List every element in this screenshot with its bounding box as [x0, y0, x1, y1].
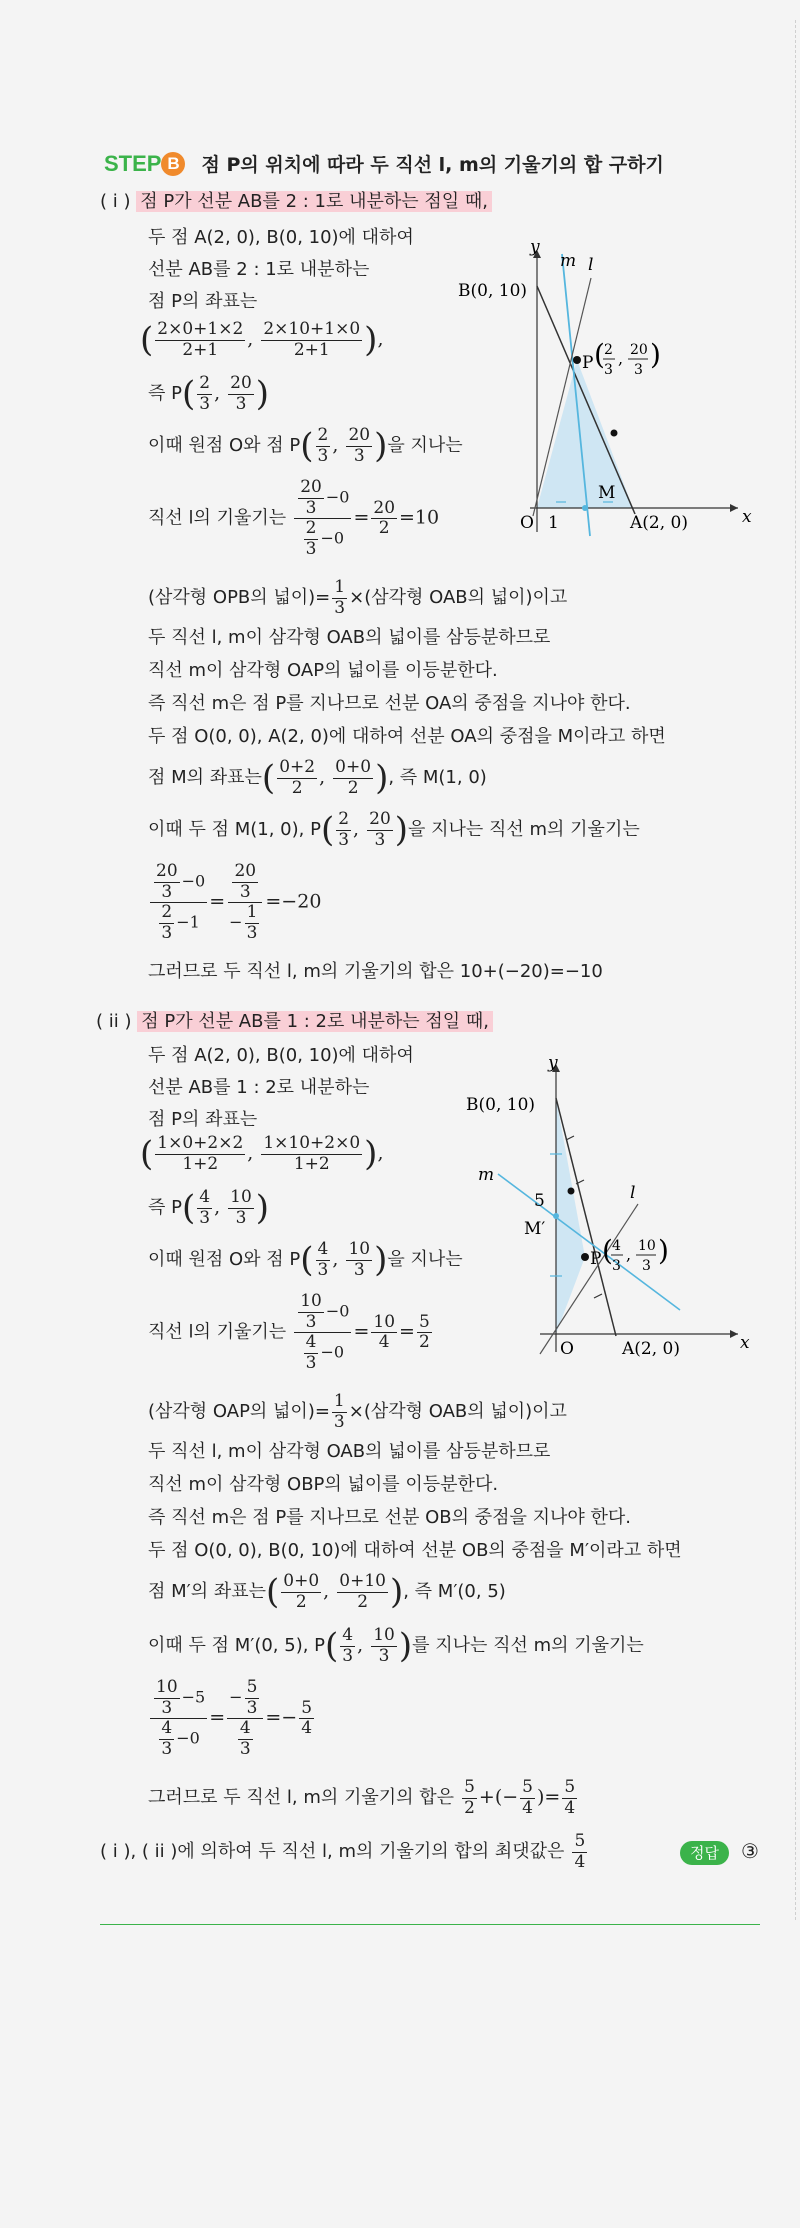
frac-den: 4: [564, 1797, 576, 1818]
conclusion-text: ( i ), ( ii )에 의하여 두 직선 l, m의 기울기의 합의 최댓값은: [100, 1841, 565, 1863]
answer-badge: 정답: [680, 1841, 729, 1865]
graph2-x-arrow: [730, 1330, 738, 1338]
graph1-one-label: 1: [548, 513, 559, 533]
frac-num: 2×10+1×0: [263, 319, 361, 340]
text: 점 M′의 좌표는: [148, 1581, 267, 1603]
frac-num: 10: [373, 1625, 395, 1646]
case1-t3: 즉 직선 m은 점 P를 지나므로 선분 OA의 중점을 지나야 한다.: [148, 693, 631, 714]
frac-den: 3: [246, 1697, 258, 1718]
text: , 즉 M′(0, 5): [403, 1581, 506, 1603]
step-label: STEP: [104, 151, 162, 176]
text: 이때 두 점 M′(0, 5), P: [148, 1635, 326, 1657]
graph2-p-y-num: 10: [638, 1238, 656, 1254]
frac-num: 5: [418, 1311, 430, 1332]
case1-midpoint: 점 M의 좌표는( $\frac{0+2}{2}$ , $\frac{0+0}{2}$ ), 즉 M(1, 0): [148, 757, 487, 798]
frac-num: 1: [334, 577, 346, 597]
frac-den: 2: [357, 1591, 369, 1612]
case2-area: [148, 1392, 567, 1432]
case1-slope-m-calc: $\frac{20}{3}$ −0 $\frac{2}{3}$ −1 = $\frac{20}{3}$ − $\frac{1}{3}$ =−20: [148, 862, 321, 943]
case2-slope-m-calc: $\frac{10}{3}$ −5 $\frac{4}{3}$ −0 = − $\frac{5}{3}$ $\frac{4}{3}$ =− $\frac{5}{4}$: [148, 1678, 316, 1759]
graph1-m-label: m: [560, 251, 577, 271]
graph1-point-m: [582, 505, 588, 511]
text: −0: [181, 871, 206, 891]
case1-t2: 직선 m이 삼각형 OAP의 넓이를 이등분한다.: [148, 660, 498, 681]
graph1-p-close-paren: ): [650, 338, 661, 371]
frac-den: 3: [317, 1259, 329, 1280]
case2-line1: 두 점 A(2, 0), B(0, 10)에 대하여: [148, 1045, 414, 1066]
case1-origin-line: 이때 원점 O와 점 P( $\frac{2}{3}$ , $\frac{20}{3}$ )을 지나는: [148, 425, 463, 466]
case2-origin-line: 이때 원점 O와 점 P( $\frac{4}{3}$ , $\frac{10}{3}$ )을 지나는: [148, 1239, 463, 1280]
text: 를 지나는 직선 m의 기울기는: [412, 1635, 644, 1657]
frac-num: 5: [574, 1831, 586, 1851]
frac-num: 10: [230, 1187, 252, 1208]
graph1: [458, 236, 752, 540]
case1-slope-l: [148, 478, 439, 559]
text: , 즉 M(1, 0): [388, 767, 487, 789]
graph1-x-arrow: [730, 504, 738, 512]
text: 을 지나는: [387, 1249, 463, 1271]
graph2-o-label: O: [560, 1339, 574, 1359]
text: 즉 P: [148, 1197, 182, 1219]
graph1-x-label: x: [742, 507, 752, 527]
frac-num: 4: [239, 1718, 251, 1739]
graph2-p-x-num: 4: [612, 1238, 621, 1254]
frac-num: 0+0: [283, 1571, 320, 1592]
graph2-point-p: [581, 1253, 589, 1261]
frac-num: 1×10+2×0: [263, 1133, 361, 1154]
frac-num: 10: [373, 1311, 396, 1332]
graph2-a-label: A(2, 0): [622, 1339, 680, 1359]
graph2-p-label: P: [590, 1249, 602, 1269]
frac-den: 2: [378, 518, 390, 539]
text: 을 지나는: [387, 435, 463, 457]
frac-num: 4: [342, 1625, 354, 1646]
section-divider: [100, 1924, 760, 1925]
frac-num: 10: [300, 1291, 322, 1311]
frac-den: 2+1: [293, 339, 330, 360]
frac-den: 3: [374, 829, 386, 850]
frac-num: 2: [199, 373, 211, 394]
frac-den: 1+2: [182, 1153, 219, 1174]
frac-den: 4: [301, 1718, 313, 1739]
frac-num: 10: [348, 1239, 371, 1260]
answer-choice: ③: [741, 1839, 759, 1863]
graph2-p-open-paren: (: [602, 1234, 613, 1267]
frac-num: 20: [234, 861, 257, 881]
graph1-p-open-paren: (: [594, 338, 605, 371]
graph1-point-p: [573, 356, 581, 364]
case2-t1: 두 직선 l, m이 삼각형 OAB의 넓이를 삼등분하므로: [148, 1441, 551, 1462]
text: −: [229, 1687, 243, 1707]
graph1-p-x-num: 2: [604, 342, 613, 358]
frac-num: 2×0+1×2: [157, 319, 244, 340]
case2-coord-formula: ( $\frac{1\times 0+2\times 2}{1+2}$ , $\frac{1\times 10+2\times 0}{1+2}$ ),: [140, 1133, 384, 1174]
text: −0: [320, 528, 345, 548]
frac-num: 10: [156, 1677, 178, 1697]
frac-den: 3: [305, 1352, 317, 1373]
frac-den: 2: [464, 1797, 475, 1818]
frac-num: 4: [161, 1718, 173, 1739]
frac-num: 20: [369, 809, 391, 830]
frac-den: 3: [305, 538, 317, 559]
frac-num: 0+2: [279, 757, 316, 778]
graph2-point-q: [568, 1188, 575, 1195]
case1-coord-formula: ( $\frac{2\times 0+1\times 2}{2+1}$ , $\frac{2\times 10+1\times 0}{2+1}$ ),: [140, 319, 384, 360]
graph1-o-label: O: [520, 513, 534, 533]
frac-den: 3: [161, 1738, 173, 1759]
graph2-b-label: B(0, 10): [466, 1095, 536, 1115]
graph2-tick-mark: [566, 1136, 574, 1140]
graph2-p-close-paren: ): [658, 1234, 669, 1267]
graph1-l-label: l: [588, 255, 594, 275]
text: 직선 l의 기울기는: [148, 507, 287, 529]
frac-num: 2: [161, 902, 173, 923]
case1-heading: [100, 190, 492, 213]
graph1-p-y-num: 20: [630, 342, 648, 358]
text: ×(삼각형 OAB의 넓이)이고: [349, 587, 568, 609]
frac-num: 5: [564, 1777, 576, 1797]
text: 이때 원점 O와 점 P: [148, 1249, 301, 1271]
case1-line3: 점 P의 좌표는: [148, 291, 258, 312]
frac-den: 3: [161, 922, 173, 943]
case2-t4: 두 점 O(0, 0), B(0, 10)에 대하여 선분 OB의 중점을 M′이라고 하면: [148, 1540, 682, 1561]
graph1-p-comma: ,: [618, 349, 624, 368]
frac-num: 1: [333, 1391, 345, 1411]
frac-den: 3: [199, 393, 211, 414]
graph2-y-label: y: [548, 1053, 558, 1073]
frac-num: 0+10: [339, 1571, 386, 1592]
graph2-x-label: x: [740, 1333, 750, 1353]
graph1-p-x-den: 3: [604, 362, 613, 378]
case1-area: [148, 578, 567, 618]
case2-point-p: 즉 P( $\frac{4}{3}$ , $\frac{10}{3}$ ): [148, 1187, 270, 1228]
text: =10: [399, 506, 440, 529]
case1-slope-m-intro: 이때 두 점 M(1, 0), P( $\frac{2}{3}$ , $\frac{20}{3}$ )을 지나는 직선 m의 기울기는: [148, 809, 640, 850]
graph1-point-q: [611, 430, 618, 437]
frac-den: 1+2: [293, 1153, 330, 1174]
frac-num: 20: [230, 373, 252, 394]
graph2-tick-mark: [594, 1294, 602, 1298]
text: −0: [176, 1728, 200, 1748]
frac-num: 5: [464, 1777, 475, 1797]
frac-num: 1×0+2×2: [157, 1133, 244, 1154]
frac-den: 4: [522, 1797, 533, 1818]
frac-den: 3: [239, 1738, 251, 1759]
frac-den: 3: [333, 1411, 345, 1432]
step-title: 점 P의 위치에 따라 두 직선 l, m의 기울기의 합 구하기: [201, 154, 664, 176]
frac-den: 2: [418, 1332, 430, 1353]
frac-den: 3: [235, 1207, 247, 1228]
frac-num: 0+0: [335, 757, 372, 778]
frac-den: 3: [353, 445, 365, 466]
step-header: [104, 150, 664, 179]
frac-den: 3: [305, 497, 317, 518]
frac-num: 4: [305, 1332, 317, 1353]
frac-den: 3: [239, 881, 251, 902]
graph2-shaded-triangle: [556, 1098, 585, 1334]
case2-t2: 직선 m이 삼각형 OBP의 넓이를 이등분한다.: [148, 1474, 499, 1495]
frac-num: 2: [338, 809, 350, 830]
step-badge: B: [161, 152, 185, 176]
text: ×(삼각형 OAB의 넓이)이고: [348, 1401, 567, 1423]
case1-line2: 선분 AB를 2 : 1로 내분하는: [148, 259, 370, 280]
graph2-p-y-den: 3: [642, 1258, 651, 1274]
frac-num: 1: [246, 902, 258, 923]
graph2: [466, 1053, 750, 1359]
text: (삼각형 OAP의 넓이)=: [148, 1401, 330, 1423]
graph2-p-x-den: 3: [612, 1258, 621, 1274]
text: −0: [325, 1301, 350, 1321]
frac-den: 3: [199, 1207, 211, 1228]
graph1-p-label: P: [582, 353, 594, 373]
case1-number: ( i ): [100, 191, 131, 212]
frac-den: 3: [317, 445, 329, 466]
case1-point-p: 즉 P( $\frac{2}{3}$ , $\frac{20}{3}$ ): [148, 373, 270, 414]
frac-den: 3: [235, 393, 247, 414]
text: −: [229, 912, 243, 932]
text: =−20: [265, 890, 322, 913]
frac-den: 3: [378, 1645, 390, 1666]
frac-den: 3: [342, 1645, 354, 1666]
text: −0: [320, 1342, 345, 1362]
frac-den: 4: [378, 1332, 390, 1353]
frac-den: 3: [246, 922, 258, 943]
frac-den: 3: [353, 1259, 365, 1280]
case1-sum: 그러므로 두 직선 l, m의 기울기의 합은 10+(−20)=−10: [148, 961, 603, 982]
frac-num: 5: [301, 1697, 313, 1718]
frac-num: 20: [156, 861, 178, 881]
frac-den: 3: [161, 881, 173, 902]
case1-t4: 두 점 O(0, 0), A(2, 0)에 대하여 선분 OA의 중점을 M이라고 하면: [148, 726, 666, 747]
graph1-y-label: y: [530, 237, 540, 257]
frac-den: 3: [161, 1697, 173, 1718]
frac-den: 2: [295, 1591, 307, 1612]
frac-num: 20: [300, 477, 322, 497]
text: (삼각형 OPB의 넓이)=: [148, 587, 331, 609]
text: )=: [537, 1786, 561, 1809]
text: 점 M의 좌표는: [148, 767, 262, 789]
case2-highlight: 점 P가 선분 AB를 1 : 2로 내분하는 점일 때,: [137, 1011, 493, 1032]
text: +(−: [478, 1786, 519, 1809]
case1-highlight: 점 P가 선분 AB를 2 : 1로 내분하는 점일 때,: [136, 191, 492, 212]
frac-den: 3: [338, 829, 350, 850]
graph2-m-label: m: [478, 1165, 495, 1185]
case1-t1: 두 직선 l, m이 삼각형 OAB의 넓이를 삼등분하므로: [148, 627, 551, 648]
text: 그러므로 두 직선 l, m의 기울기의 합은: [148, 1787, 455, 1809]
text: 직선 l의 기울기는: [148, 1321, 287, 1343]
case2-t3: 즉 직선 m은 점 P를 지나므로 선분 OB의 중점을 지나야 한다.: [148, 1507, 631, 1528]
frac-den: 3: [334, 597, 346, 618]
frac-num: 5: [522, 1777, 533, 1797]
case2-slope-m-intro: 이때 두 점 M′(0, 5), P( $\frac{4}{3}$ , $\frac{10}{3}$ )를 지나는 직선 m의 기울기는: [148, 1625, 644, 1666]
case2-midpoint: 점 M′의 좌표는( $\frac{0+0}{2}$ , $\frac{0+10}{2}$ ), 즉 M′(0, 5): [148, 1571, 506, 1612]
graph2-m-point-label: M′: [524, 1219, 546, 1239]
frac-num: 5: [246, 1677, 258, 1697]
frac-den: 2+1: [182, 339, 219, 360]
text: −1: [176, 912, 200, 932]
frac-num: 2: [317, 425, 329, 446]
frac-den: 3: [305, 1311, 317, 1332]
text: 이때 두 점 M(1, 0), P: [148, 819, 321, 841]
graph1-b-label: B(0, 10): [458, 281, 528, 301]
case1-line1: 두 점 A(2, 0), B(0, 10)에 대하여: [148, 227, 414, 248]
text: −5: [181, 1687, 206, 1707]
case2-sum: [148, 1778, 579, 1818]
text: 이때 원점 O와 점 P: [148, 435, 301, 457]
graph1-m-point-label: M: [598, 483, 616, 503]
graph1-a-label: A(2, 0): [630, 513, 688, 533]
frac-num: 4: [199, 1187, 211, 1208]
text: 을 지나는 직선 m의 기울기는: [408, 819, 640, 841]
frac-den: 2: [291, 777, 303, 798]
case2-heading: [96, 1010, 493, 1033]
frac-num: 4: [317, 1239, 329, 1260]
frac-num: 2: [305, 518, 317, 539]
graph2-p-comma: ,: [626, 1245, 632, 1264]
answer: [680, 1838, 759, 1865]
graph2-point-m: [553, 1213, 559, 1219]
graph2-five-label: 5: [534, 1191, 545, 1211]
case2-slope-l: 직선 l의 기울기는 $\frac{10}{3}$ −0 $\frac{4}{3}$ −0 = $\frac{10}{4}$ = $\frac{5}{2}$: [148, 1291, 430, 1373]
frac-den: 2: [347, 777, 359, 798]
conclusion: [100, 1832, 589, 1872]
case1-so: 즉 P: [148, 383, 182, 405]
text: =: [353, 506, 370, 529]
graph2-l-label: l: [630, 1183, 636, 1203]
margin-dashed-line: [795, 20, 796, 1920]
text: =−: [265, 1706, 298, 1729]
case2-number: ( ii ): [96, 1011, 132, 1032]
case2-line2: 선분 AB를 1 : 2로 내분하는: [148, 1077, 370, 1098]
frac-num: 20: [348, 425, 371, 446]
text: −0: [325, 487, 350, 507]
graph1-p-y-den: 3: [634, 362, 643, 378]
frac-den: 4: [574, 1851, 586, 1872]
case2-line3: 점 P의 좌표는: [148, 1109, 258, 1130]
frac-num: 20: [373, 497, 396, 518]
